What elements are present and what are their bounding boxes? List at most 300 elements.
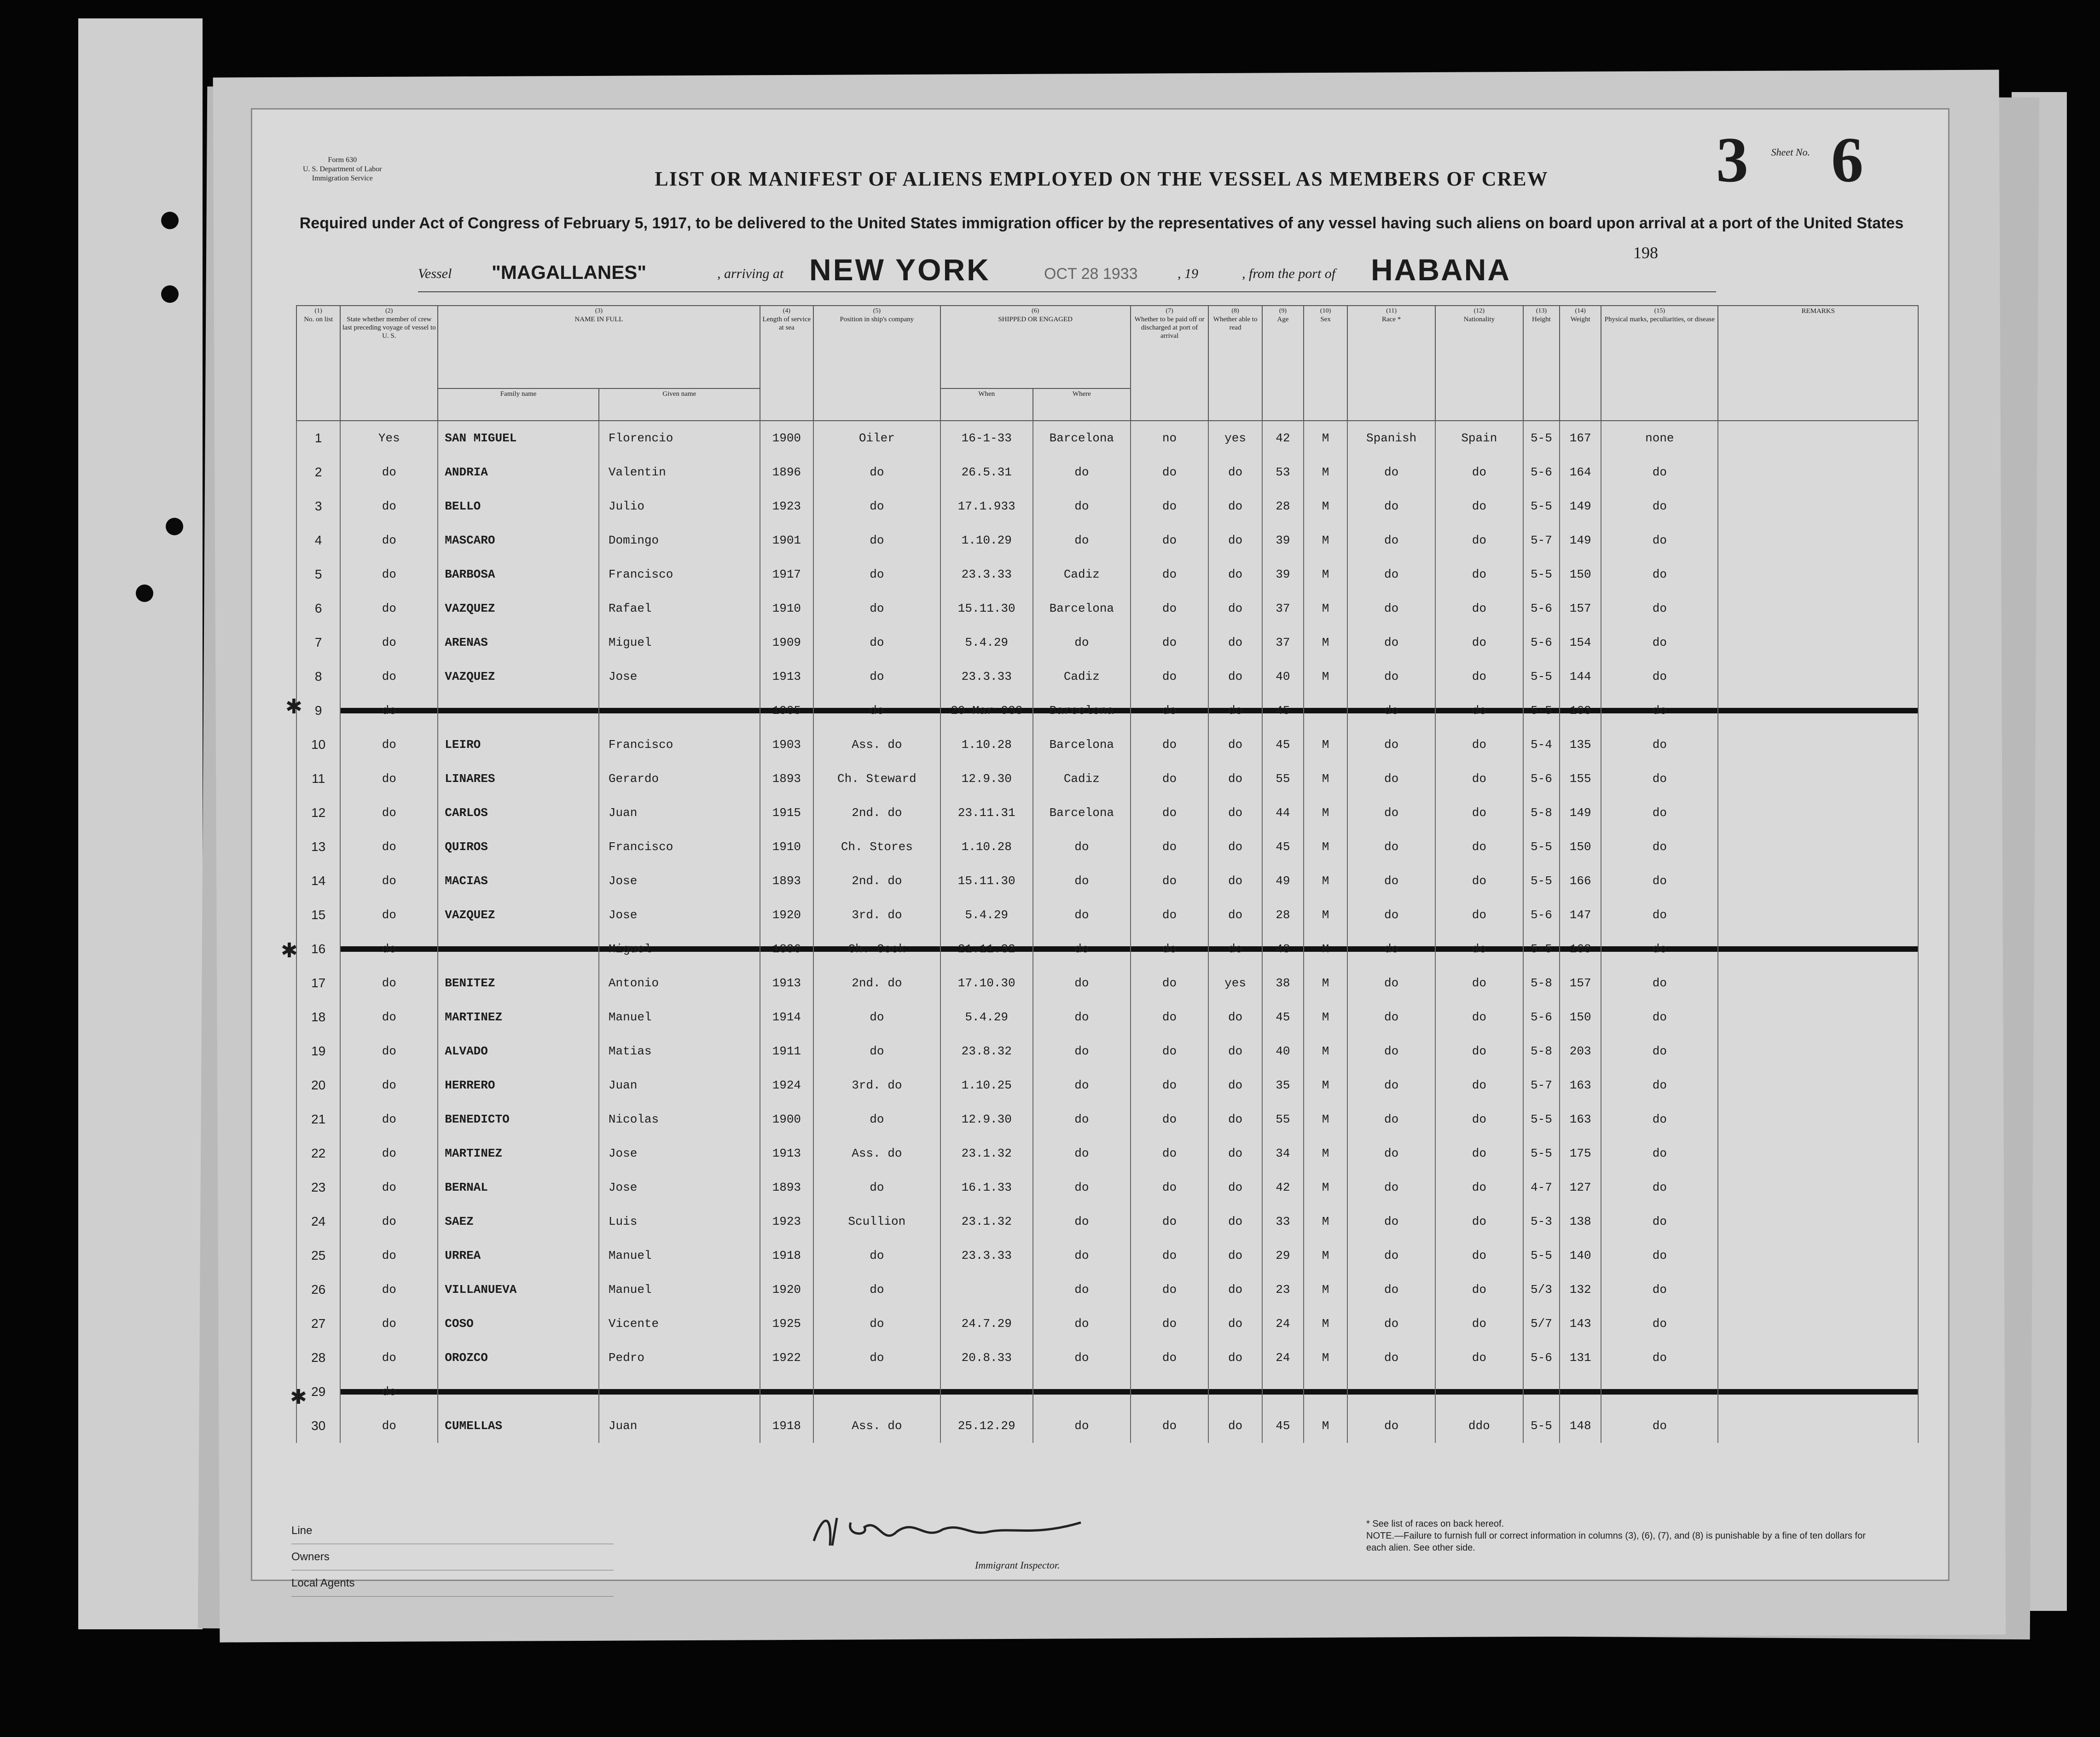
cell-paid-off: do (1131, 694, 1209, 728)
cell-given-name: Manuel (599, 1239, 760, 1273)
cell-weight: 150 (1560, 557, 1601, 591)
cell-family-name: VAZQUEZ (438, 591, 599, 625)
cell-height: 5-6 (1523, 591, 1560, 625)
cell-weight (1560, 1375, 1601, 1409)
cell-remarks (1718, 898, 1918, 932)
cell-able-to-read: do (1208, 796, 1262, 830)
footnotes (1366, 1518, 1873, 1554)
cell-row-number: 20 (296, 1068, 340, 1102)
cell-age: 44 (1262, 796, 1304, 830)
cell-race: do (1347, 864, 1435, 898)
cell-shipped-when: 5.4.29 (940, 1000, 1033, 1034)
cell-prev-voyage: do (340, 1102, 438, 1136)
cell-prev-voyage: do (340, 728, 438, 762)
cell-shipped-where: Barcelona (1033, 796, 1131, 830)
cell-position: do (813, 1239, 940, 1273)
cell-height: 5-5 (1523, 660, 1560, 694)
cell-able-to-read: do (1208, 1341, 1262, 1375)
cell-age: 40 (1262, 660, 1304, 694)
cell-service-year: 1909 (760, 625, 814, 660)
cell-age: 42 (1262, 421, 1304, 455)
cell-race: do (1347, 1034, 1435, 1068)
cell-family-name (438, 694, 599, 728)
cell-row-number: 28 (296, 1341, 340, 1375)
cell-family-name: LINARES (438, 762, 599, 796)
col-header-remarks: REMARKS (1718, 306, 1918, 421)
cell-shipped-where: do (1033, 1000, 1131, 1034)
cell-family-name: VAZQUEZ (438, 898, 599, 932)
table-row (296, 1409, 1918, 1443)
table-row (296, 694, 1918, 728)
table-row (296, 1068, 1918, 1102)
cell-height: 5-6 (1523, 898, 1560, 932)
cell-family-name (438, 932, 599, 966)
cell-height: 5-6 (1523, 1341, 1560, 1375)
cell-position: do (813, 694, 940, 728)
cell-given-name: Miguel (599, 932, 760, 966)
cell-row-number: 16 (296, 932, 340, 966)
cell-age: 28 (1262, 489, 1304, 523)
cell-shipped-when: 23.11.31 (940, 796, 1033, 830)
col-header-when: When (940, 388, 1033, 421)
cell-prev-voyage: do (340, 864, 438, 898)
cell-prev-voyage: do (340, 591, 438, 625)
cell-age: 45 (1262, 694, 1304, 728)
margin-asterisk: ✱ (290, 1386, 307, 1408)
cell-race (1347, 1375, 1435, 1409)
cell-shipped-when: 1.10.29 (940, 523, 1033, 557)
cell-service-year: 1893 (760, 762, 814, 796)
cell-height: 5-8 (1523, 1034, 1560, 1068)
cell-row-number: 9 (296, 694, 340, 728)
cell-shipped-where: do (1033, 489, 1131, 523)
col-header-shipped: (6) SHIPPED OR ENGAGED (940, 306, 1131, 388)
cell-weight: 167 (1560, 421, 1601, 455)
cell-physical-marks: do (1601, 762, 1718, 796)
cell-height: 4-7 (1523, 1170, 1560, 1204)
cell-height: 5-8 (1523, 796, 1560, 830)
cell-given-name: Nicolas (599, 1102, 760, 1136)
cell-remarks (1718, 523, 1918, 557)
cell-row-number: 2 (296, 455, 340, 489)
cell-sex: M (1304, 1409, 1347, 1443)
cell-paid-off: do (1131, 830, 1209, 864)
cell-shipped-when: 15.11.30 (940, 864, 1033, 898)
voyage-underline (418, 291, 1716, 292)
cell-paid-off: do (1131, 1239, 1209, 1273)
cell-remarks (1718, 1273, 1918, 1307)
cell-nationality: do (1435, 1204, 1523, 1239)
cell-height: 5-5 (1523, 1409, 1560, 1443)
cell-physical-marks: none (1601, 421, 1718, 455)
cell-shipped-when: 16-1-33 (940, 421, 1033, 455)
cell-shipped-where: Cadiz (1033, 762, 1131, 796)
cell-service-year: 1924 (760, 1068, 814, 1102)
cell-remarks (1718, 1034, 1918, 1068)
cell-position: 3rd. do (813, 1068, 940, 1102)
cell-nationality: do (1435, 898, 1523, 932)
cell-able-to-read: do (1208, 1136, 1262, 1170)
cell-race: do (1347, 1239, 1435, 1273)
cell-nationality: do (1435, 1307, 1523, 1341)
cell-remarks (1718, 1170, 1918, 1204)
cell-able-to-read: do (1208, 932, 1262, 966)
cell-prev-voyage: do (340, 1375, 438, 1409)
col-header-family-name: Family name (438, 388, 599, 421)
sheet-number: 3 (1716, 124, 1748, 196)
cell-nationality: do (1435, 625, 1523, 660)
table-row (296, 966, 1918, 1000)
cell-paid-off: do (1131, 1170, 1209, 1204)
cell-physical-marks: do (1601, 1170, 1718, 1204)
cell-prev-voyage: do (340, 1341, 438, 1375)
cell-position: do (813, 1273, 940, 1307)
cell-family-name: SAEZ (438, 1204, 599, 1239)
cell-height: 5-5 (1523, 1239, 1560, 1273)
cell-age: 48 (1262, 932, 1304, 966)
cell-weight: 155 (1560, 762, 1601, 796)
voyage-line (252, 243, 1951, 294)
cell-height: 5-5 (1523, 1136, 1560, 1170)
cell-nationality (1435, 1375, 1523, 1409)
cell-shipped-when: 20 Mar 933 (940, 694, 1033, 728)
table-row (296, 421, 1918, 455)
cell-given-name: Jose (599, 1136, 760, 1170)
cell-shipped-where: do (1033, 898, 1131, 932)
cell-weight: 147 (1560, 898, 1601, 932)
cell-shipped-when: 23.3.33 (940, 660, 1033, 694)
cell-given-name: Florencio (599, 421, 760, 455)
race-note: * See list of races on back hereof. (1366, 1519, 1504, 1529)
cell-service-year: 1913 (760, 966, 814, 1000)
cell-service-year: 1920 (760, 1273, 814, 1307)
cell-given-name: Francisco (599, 557, 760, 591)
cell-shipped-when: 20.8.33 (940, 1341, 1033, 1375)
cell-shipped-when: 17.1.933 (940, 489, 1033, 523)
margin-asterisk: ✱ (285, 695, 302, 718)
cell-age: 24 (1262, 1307, 1304, 1341)
cell-prev-voyage: do (340, 1136, 438, 1170)
cell-family-name: BENEDICTO (438, 1102, 599, 1136)
cell-prev-voyage: do (340, 1034, 438, 1068)
cell-race: do (1347, 1409, 1435, 1443)
cell-service-year: 1917 (760, 557, 814, 591)
cell-nationality: do (1435, 932, 1523, 966)
cell-paid-off: do (1131, 1136, 1209, 1170)
cell-race: Spanish (1347, 421, 1435, 455)
cell-row-number: 6 (296, 591, 340, 625)
cell-row-number: 1 (296, 421, 340, 455)
cell-prev-voyage: do (340, 1307, 438, 1341)
cell-remarks (1718, 1409, 1918, 1443)
cell-able-to-read: do (1208, 864, 1262, 898)
cell-shipped-where: do (1033, 1307, 1131, 1341)
cell-row-number: 17 (296, 966, 340, 1000)
cell-paid-off: do (1131, 1204, 1209, 1239)
cell-family-name: OROZCO (438, 1341, 599, 1375)
table-row (296, 489, 1918, 523)
from-port-label: , from the port of (1242, 266, 1336, 281)
cell-height: 5-6 (1523, 455, 1560, 489)
cell-shipped-where: do (1033, 1170, 1131, 1204)
cell-given-name (599, 694, 760, 728)
cell-age (1262, 1375, 1304, 1409)
cell-physical-marks: do (1601, 1102, 1718, 1136)
cell-physical-marks: do (1601, 625, 1718, 660)
col-header-no: (1) No. on list (296, 306, 340, 421)
cell-nationality: do (1435, 830, 1523, 864)
cell-weight: 154 (1560, 625, 1601, 660)
cell-nationality: do (1435, 796, 1523, 830)
cell-prev-voyage: do (340, 1239, 438, 1273)
cell-remarks (1718, 489, 1918, 523)
cell-weight: 149 (1560, 796, 1601, 830)
cell-shipped-when: 23.3.33 (940, 557, 1033, 591)
cell-height (1523, 1375, 1560, 1409)
cell-nationality: do (1435, 523, 1523, 557)
table-row (296, 796, 1918, 830)
cell-remarks (1718, 728, 1918, 762)
cell-age: 49 (1262, 864, 1304, 898)
cell-shipped-where: do (1033, 1204, 1131, 1239)
sheet-label: Sheet No. (1771, 146, 1810, 158)
cell-service-year: 1903 (760, 728, 814, 762)
cell-paid-off: do (1131, 557, 1209, 591)
cell-race: do (1347, 1273, 1435, 1307)
cell-position: do (813, 660, 940, 694)
cell-physical-marks: do (1601, 1409, 1718, 1443)
table-row (296, 864, 1918, 898)
cell-remarks (1718, 762, 1918, 796)
table-row (296, 1375, 1918, 1409)
table-row (296, 1239, 1918, 1273)
cell-height: 5-5 (1523, 1102, 1560, 1136)
cell-physical-marks: do (1601, 728, 1718, 762)
cell-height: 5-8 (1523, 966, 1560, 1000)
cell-shipped-when: 12.9.30 (940, 762, 1033, 796)
cell-position: 2nd. do (813, 864, 940, 898)
cell-service-year: 1910 (760, 830, 814, 864)
table-row (296, 1000, 1918, 1034)
cell-nationality: do (1435, 455, 1523, 489)
col-header-given-name: Given name (599, 388, 760, 421)
cell-able-to-read: do (1208, 898, 1262, 932)
cell-remarks (1718, 591, 1918, 625)
cell-sex (1304, 694, 1347, 728)
cell-service-year: 1923 (760, 489, 814, 523)
cell-weight: 148 (1560, 1409, 1601, 1443)
cell-shipped-where: do (1033, 1273, 1131, 1307)
cell-able-to-read: yes (1208, 966, 1262, 1000)
cell-prev-voyage: do (340, 1273, 438, 1307)
cell-paid-off: do (1131, 796, 1209, 830)
cell-age: 55 (1262, 1102, 1304, 1136)
sheet-number-secondary: 6 (1831, 124, 1863, 196)
cell-weight: 127 (1560, 1170, 1601, 1204)
cell-prev-voyage: do (340, 455, 438, 489)
cell-remarks (1718, 625, 1918, 660)
cell-row-number: 13 (296, 830, 340, 864)
cell-prev-voyage: do (340, 489, 438, 523)
cell-paid-off (1131, 1375, 1209, 1409)
cell-able-to-read: do (1208, 1034, 1262, 1068)
cell-sex: M (1304, 966, 1347, 1000)
cell-remarks (1718, 1375, 1918, 1409)
cell-physical-marks: do (1601, 1239, 1718, 1273)
cell-age: 24 (1262, 1341, 1304, 1375)
cell-physical-marks: do (1601, 660, 1718, 694)
cell-sex: M (1304, 864, 1347, 898)
cell-physical-marks: do (1601, 523, 1718, 557)
table-row (296, 557, 1918, 591)
table-row (296, 728, 1918, 762)
cell-service-year: 1923 (760, 1204, 814, 1239)
col-header-read: (8) Whether able to read (1208, 306, 1262, 421)
cell-age: 42 (1262, 1170, 1304, 1204)
cell-physical-marks: do (1601, 898, 1718, 932)
cell-service-year: 1900 (760, 421, 814, 455)
cell-race: do (1347, 1000, 1435, 1034)
cell-sex: M (1304, 557, 1347, 591)
cell-remarks (1718, 455, 1918, 489)
cell-weight: 163 (1560, 1102, 1601, 1136)
cell-shipped-where (1033, 1375, 1131, 1409)
cell-physical-marks: do (1601, 1307, 1718, 1341)
cell-able-to-read: do (1208, 694, 1262, 728)
cell-sex: M (1304, 625, 1347, 660)
cell-paid-off: do (1131, 1068, 1209, 1102)
cell-race: do (1347, 523, 1435, 557)
cell-shipped-where: do (1033, 1409, 1131, 1443)
cell-sex: M (1304, 1273, 1347, 1307)
cell-weight: 157 (1560, 966, 1601, 1000)
cell-prev-voyage: do (340, 966, 438, 1000)
table-row (296, 625, 1918, 660)
cell-race: do (1347, 660, 1435, 694)
document-subtitle: Required under Act of Congress of February 5, 1917, to be delivered to the United States immigration officer by the representatives of any vessel having such aliens on board upon arrival at a port of the United States (299, 214, 1904, 232)
table-row (296, 898, 1918, 932)
punch-hole (161, 285, 179, 303)
cell-given-name: Miguel (599, 625, 760, 660)
cell-able-to-read: do (1208, 591, 1262, 625)
cell-height: 5-5 (1523, 421, 1560, 455)
cell-able-to-read: do (1208, 830, 1262, 864)
cell-family-name (438, 1375, 599, 1409)
cell-nationality: do (1435, 1239, 1523, 1273)
cell-race: do (1347, 966, 1435, 1000)
cell-position: 3rd. do (813, 898, 940, 932)
cell-service-year: 1893 (760, 1170, 814, 1204)
cell-nationality: do (1435, 1034, 1523, 1068)
underlying-sheet-left (78, 18, 203, 1629)
cell-able-to-read: do (1208, 728, 1262, 762)
cell-race: do (1347, 796, 1435, 830)
table-row (296, 1136, 1918, 1170)
cell-remarks (1718, 1102, 1918, 1136)
cell-given-name: Francisco (599, 830, 760, 864)
cell-paid-off: do (1131, 864, 1209, 898)
cell-age: 45 (1262, 1409, 1304, 1443)
cell-paid-off: do (1131, 1034, 1209, 1068)
cell-physical-marks: do (1601, 1136, 1718, 1170)
cell-remarks (1718, 864, 1918, 898)
cell-given-name (599, 1375, 760, 1409)
cell-shipped-when: 23.1.32 (940, 1136, 1033, 1170)
cell-weight: 135 (1560, 728, 1601, 762)
cell-paid-off: do (1131, 762, 1209, 796)
cell-race: do (1347, 625, 1435, 660)
cell-position: do (813, 523, 940, 557)
col-header-marks: (15) Physical marks, peculiarities, or disease (1601, 306, 1718, 421)
cell-weight: 163 (1560, 694, 1601, 728)
cell-height: 5-5 (1523, 932, 1560, 966)
col-header-sex: (10) Sex (1304, 306, 1347, 421)
cell-sex: M (1304, 1068, 1347, 1102)
cell-paid-off: do (1131, 489, 1209, 523)
cell-sex: M (1304, 591, 1347, 625)
cell-able-to-read: do (1208, 1409, 1262, 1443)
cell-row-number: 29 (296, 1375, 340, 1409)
cell-shipped-when (940, 1375, 1033, 1409)
cell-shipped-where: do (1033, 455, 1131, 489)
cell-physical-marks: do (1601, 591, 1718, 625)
cell-row-number: 15 (296, 898, 340, 932)
cell-position: do (813, 557, 940, 591)
cell-given-name: Juan (599, 796, 760, 830)
owners-field: Owners (291, 1544, 614, 1570)
cell-given-name: Jose (599, 864, 760, 898)
cell-sex: M (1304, 830, 1347, 864)
cell-able-to-read: yes (1208, 421, 1262, 455)
cell-row-number: 3 (296, 489, 340, 523)
cell-nationality: do (1435, 1102, 1523, 1136)
cell-given-name: Manuel (599, 1000, 760, 1034)
cell-family-name: ANDRIA (438, 455, 599, 489)
cell-weight: 166 (1560, 864, 1601, 898)
cell-row-number: 18 (296, 1000, 340, 1034)
cell-sex: M (1304, 1034, 1347, 1068)
table-row (296, 1102, 1918, 1136)
cell-paid-off: do (1131, 591, 1209, 625)
cell-nationality: do (1435, 966, 1523, 1000)
cell-able-to-read (1208, 1375, 1262, 1409)
cell-race: do (1347, 1307, 1435, 1341)
cell-shipped-where: do (1033, 1341, 1131, 1375)
cell-paid-off: do (1131, 625, 1209, 660)
cell-weight: 157 (1560, 591, 1601, 625)
cell-weight: 150 (1560, 830, 1601, 864)
col-header-prev-voyage: (2) State whether member of crew last preceding voyage of vessel to U. S. (340, 306, 438, 421)
cell-position: Oiler (813, 421, 940, 455)
cell-prev-voyage: do (340, 625, 438, 660)
cell-able-to-read: do (1208, 489, 1262, 523)
cell-position: do (813, 455, 940, 489)
cell-family-name: QUIROS (438, 830, 599, 864)
cell-given-name: Manuel (599, 1273, 760, 1307)
cell-nationality: do (1435, 694, 1523, 728)
cell-remarks (1718, 1068, 1918, 1102)
table-row (296, 1170, 1918, 1204)
cell-able-to-read: do (1208, 455, 1262, 489)
cell-shipped-when: 23.3.33 (940, 1239, 1033, 1273)
cell-nationality: Spain (1435, 421, 1523, 455)
cell-row-number: 12 (296, 796, 340, 830)
cell-sex: M (1304, 1170, 1347, 1204)
reference-number: 198 (1633, 243, 1658, 262)
table-row (296, 1341, 1918, 1375)
cell-nationality: do (1435, 1136, 1523, 1170)
cell-service-year: 1896 (760, 932, 814, 966)
